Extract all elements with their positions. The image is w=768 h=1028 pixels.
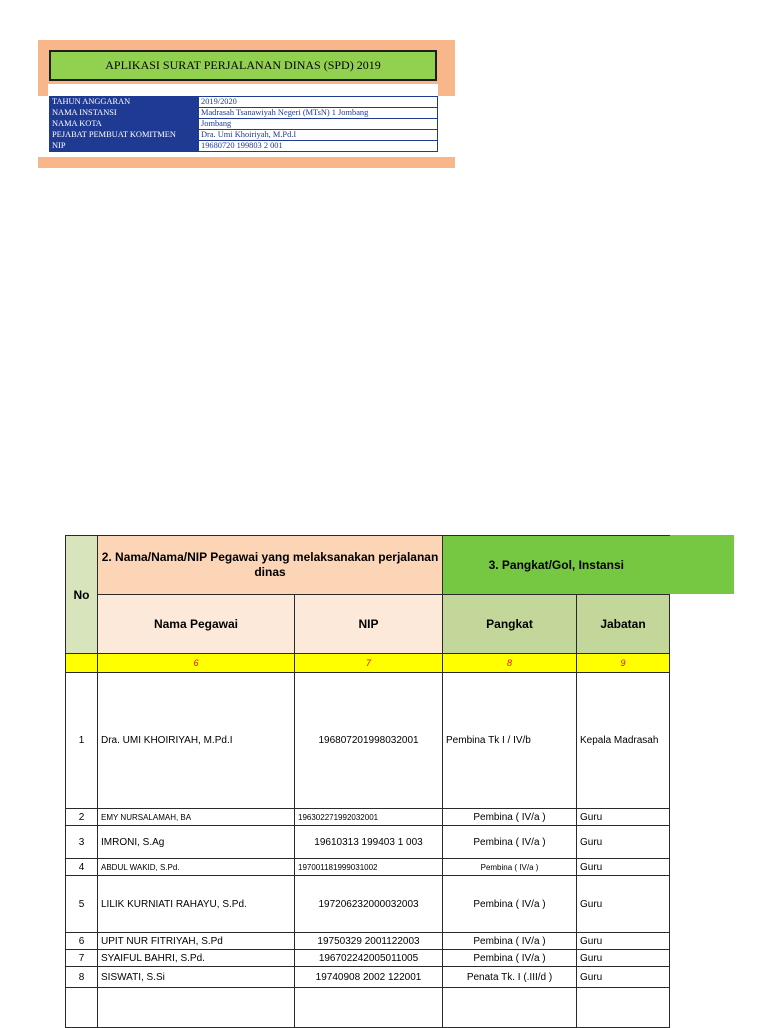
column-number-row (66, 654, 670, 673)
row-jabatan[interactable]: Kepala Madrasah (577, 673, 670, 809)
row-no: 1 (66, 673, 98, 809)
row-jabatan[interactable]: Guru (577, 859, 670, 876)
info-row-pejabat (50, 130, 438, 141)
table-row[interactable] (66, 967, 670, 988)
row-pangkat[interactable]: Penata Tk. I (.III/d ) (443, 967, 577, 988)
row-nip[interactable]: 196302271992032001 (295, 809, 443, 826)
empty-cell (577, 988, 670, 1028)
empty-cell (98, 988, 295, 1028)
table-row[interactable] (66, 933, 670, 950)
row-nip[interactable]: 196807201998032001 (295, 673, 443, 809)
row-no: 2 (66, 809, 98, 826)
row-no: 4 (66, 859, 98, 876)
row-nama[interactable]: SYAIFUL BAHRI, S.Pd. (98, 950, 295, 967)
info-label: TAHUN ANGGARAN (50, 97, 199, 108)
row-nama[interactable]: SISWATI, S.Si (98, 967, 295, 988)
info-value[interactable]: Madrasah Tsanawiyah Negeri (MTsN) 1 Jombang (199, 108, 438, 119)
row-no: 7 (66, 950, 98, 967)
row-nip[interactable]: 19740908 2002 122001 (295, 967, 443, 988)
table-row[interactable] (66, 859, 670, 876)
row-nip[interactable]: 196702242005011005 (295, 950, 443, 967)
row-pangkat[interactable]: Pembina Tk I / IV/b (443, 673, 577, 809)
info-row-tahun (50, 97, 438, 108)
row-no: 6 (66, 933, 98, 950)
row-no: 3 (66, 826, 98, 859)
col-header-pangkat: Pangkat (443, 595, 577, 654)
header-orange-footer (38, 157, 455, 168)
row-jabatan[interactable]: Guru (577, 967, 670, 988)
row-no: 8 (66, 967, 98, 988)
group-header-pangkat: 3. Pangkat/Gol, Instansi (443, 536, 670, 595)
row-pangkat[interactable]: Pembina ( IV/a ) (443, 876, 577, 933)
row-nip[interactable]: 19610313 199403 1 003 (295, 826, 443, 859)
info-row-nip (50, 141, 438, 152)
group-header-nama: 2. Nama/Nama/NIP Pegawai yang melaksanakan perjalanan dinas (98, 536, 443, 595)
row-pangkat[interactable]: Pembina ( IV/a ) (443, 933, 577, 950)
sub-header-row (66, 595, 670, 654)
row-jabatan[interactable]: Guru (577, 809, 670, 826)
info-label: NAMA KOTA (50, 119, 199, 130)
table-row[interactable] (66, 876, 670, 933)
row-no: 5 (66, 876, 98, 933)
row-nip[interactable]: 197206232000032003 (295, 876, 443, 933)
info-value[interactable]: 2019/2020 (199, 97, 438, 108)
group-header-row (66, 536, 670, 595)
table-row[interactable] (66, 673, 670, 809)
empty-cell (443, 988, 577, 1028)
col-header-nip: NIP (295, 595, 443, 654)
empty-cell (66, 988, 98, 1028)
table-row[interactable] (66, 826, 670, 859)
row-jabatan[interactable]: Guru (577, 933, 670, 950)
info-label: NAMA INSTANSI (50, 108, 199, 119)
row-jabatan[interactable]: Guru (577, 876, 670, 933)
col-header-jabatan: Jabatan (577, 595, 670, 654)
info-label: PEJABAT PEMBUAT KOMITMEN (50, 130, 199, 141)
table-row[interactable] (66, 950, 670, 967)
app-title: APLIKASI SURAT PERJALANAN DINAS (SPD) 2019 (49, 50, 437, 81)
row-pangkat[interactable]: Pembina ( IV/a ) (443, 809, 577, 826)
col-header-nama: Nama Pegawai (98, 595, 295, 654)
row-jabatan[interactable]: Guru (577, 826, 670, 859)
col-header-no: No (66, 536, 98, 654)
info-row-instansi (50, 108, 438, 119)
info-label: NIP (50, 141, 199, 152)
row-jabatan[interactable]: Guru (577, 950, 670, 967)
row-nama[interactable]: LILIK KURNIATI RAHAYU, S.Pd. (98, 876, 295, 933)
row-nip[interactable]: 19750329 2001122003 (295, 933, 443, 950)
employee-table (65, 535, 670, 1028)
column-number: 9 (577, 654, 670, 673)
row-nama[interactable]: ABDUL WAKID, S.Pd. (98, 859, 295, 876)
info-value[interactable]: Jombang (199, 119, 438, 130)
info-value[interactable]: Dra. Umi Khoiriyah, M.Pd.I (199, 130, 438, 141)
budget-info-table (49, 96, 438, 152)
info-value[interactable]: 19680720 199803 2 001 (199, 141, 438, 152)
row-nip[interactable]: 197001181999031002 (295, 859, 443, 876)
empty-cell (295, 988, 443, 1028)
row-nama[interactable]: EMY NURSALAMAH, BA (98, 809, 295, 826)
row-pangkat[interactable]: Pembina ( IV/a ) (443, 859, 577, 876)
row-nama[interactable]: Dra. UMI KHOIRIYAH, M.Pd.I (98, 673, 295, 809)
info-row-kota (50, 119, 438, 130)
group-header-extension (669, 535, 734, 594)
column-number: 6 (98, 654, 295, 673)
row-pangkat[interactable]: Pembina ( IV/a ) (443, 950, 577, 967)
table-row-empty (66, 988, 670, 1028)
column-number: 7 (295, 654, 443, 673)
column-number-blank (66, 654, 98, 673)
row-pangkat[interactable]: Pembina ( IV/a ) (443, 826, 577, 859)
column-number: 8 (443, 654, 577, 673)
row-nama[interactable]: UPIT NUR FITRIYAH, S.Pd (98, 933, 295, 950)
row-nama[interactable]: IMRONI, S.Ag (98, 826, 295, 859)
table-row[interactable] (66, 809, 670, 826)
